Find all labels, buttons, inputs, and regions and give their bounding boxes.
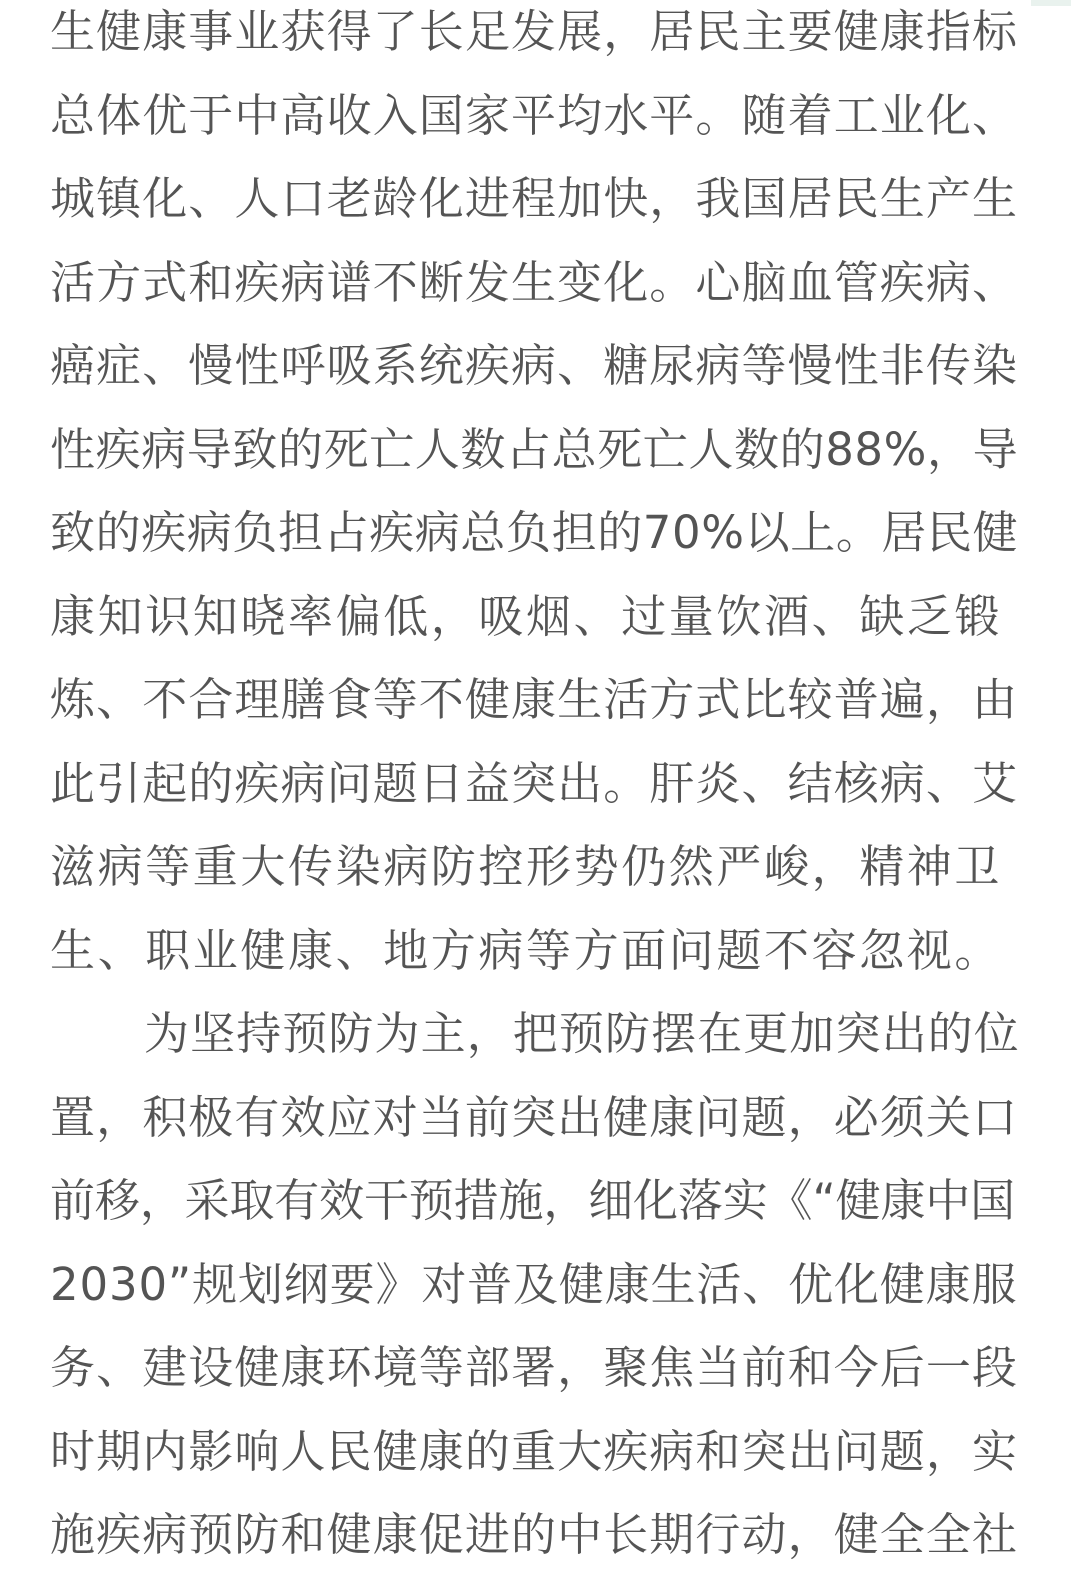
text-line: 2030”规划纲要》对普及健康生活、优化健康服	[50, 1257, 1018, 1311]
text-line: 城镇化、人口老龄化进程加快，我国居民生产生	[50, 172, 1019, 225]
text-line: 致的疾病负担占疾病总负担的70%以上。居民健	[50, 506, 1019, 559]
top-edge-strip	[1031, 0, 1071, 6]
text-line: 置，积极有效应对当前突出健康问题，必须关口	[50, 1090, 1019, 1144]
text-line: 性疾病导致的死亡人数占总死亡人数的88%，导	[50, 422, 1019, 476]
text-line: 炼、不合理膳食等不健康生活方式比较普遍，由	[50, 673, 1019, 726]
paragraph-prevention-plan	[50, 992, 1020, 1577]
text-line: 总体优于中高收入国家平均水平。随着工业化、	[50, 88, 1019, 142]
text-line: 施疾病预防和健康促进的中长期行动，健全全社	[50, 1508, 1019, 1561]
text-line: 此引起的疾病问题日益突出。肝炎、结核病、艾	[50, 756, 1019, 810]
text-line: 康知识知晓率偏低，吸烟、过量饮酒、缺乏锻	[50, 589, 1003, 643]
text-line: 滋病等重大传染病防控形势仍然严峻，精神卫	[50, 840, 1003, 893]
text-line: 务、建设健康环境等部署，聚焦当前和今后一段	[50, 1341, 1019, 1394]
text-line: 生健康事业获得了长足发展，居民主要健康指标	[50, 5, 1019, 58]
text-line: 癌症、慢性呼吸系统疾病、糖尿病等慢性非传染	[50, 339, 1019, 392]
paragraph-health-status	[50, 0, 1020, 992]
text-line: 活方式和疾病谱不断发生变化。心脑血管疾病、	[50, 255, 1019, 309]
text-line: 时期内影响人民健康的重大疾病和突出问题，实	[50, 1424, 1019, 1478]
text-line: 前移，采取有效干预措施，细化落实《“健康中国	[50, 1174, 1016, 1227]
text-line: 为坚持预防为主，把预防摆在更加突出的位	[144, 1007, 1020, 1060]
article-body	[50, 0, 1020, 1577]
text-line: 生、职业健康、地方病等方面问题不容忽视。	[50, 923, 1003, 977]
